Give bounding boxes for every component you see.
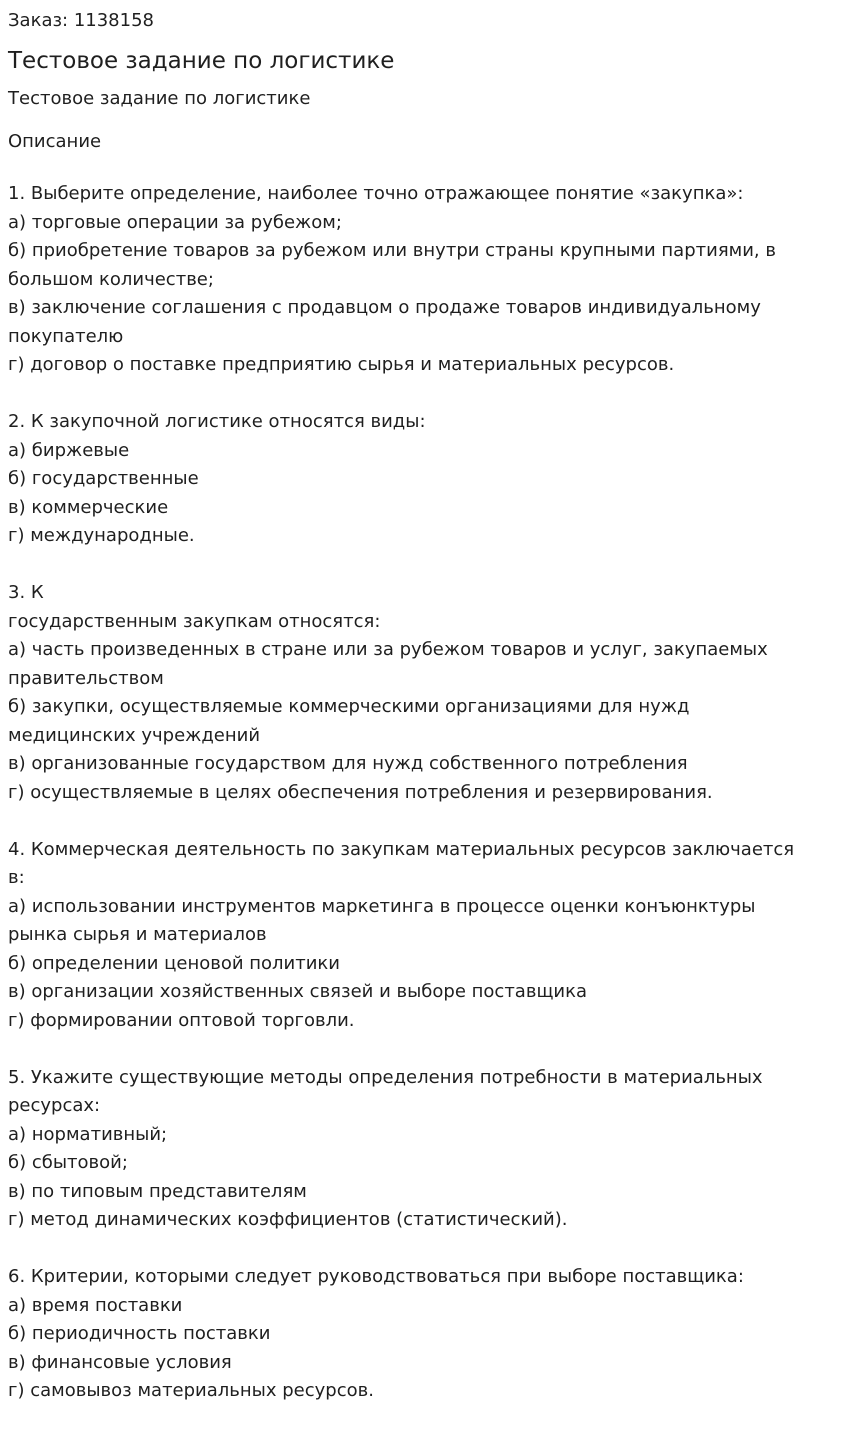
question-line: в) коммерческие: [8, 496, 169, 518]
question-text: 4. Коммерческая деятельность по закупкам материальных ресурсов заключается: [8, 838, 795, 860]
question-line: б) государственные: [8, 468, 199, 489]
question-spacer: [8, 1235, 839, 1264]
question-line: б) закупки, осуществляемые коммерческими организациями для нужд: [8, 696, 690, 717]
question-line: большом количестве;: [8, 268, 214, 290]
question-text: 3. К: [8, 582, 44, 603]
question-text: 6. Критерии, которыми следует руководствоваться при выборе поставщика:: [8, 1266, 744, 1287]
question-block: [8, 408, 839, 551]
page-subtitle: Тестовое задание по логистике: [8, 88, 311, 109]
question-spacer: [8, 807, 839, 836]
question-spacer: [8, 1035, 839, 1064]
question-line: г) самовывоз материальных ресурсов.: [8, 1380, 374, 1401]
question-line: г) осуществляемые в целях обеспечения потребления и резервирования.: [8, 781, 713, 803]
question-line: г) международные.: [8, 525, 195, 546]
question-line: а) нормативный;: [8, 1123, 168, 1145]
question-block: [8, 836, 839, 1036]
question-line: б) сбытовой;: [8, 1152, 128, 1173]
question-line: а) торговые операции за рубежом;: [8, 211, 342, 233]
question-spacer: [8, 380, 839, 409]
question-line: рынка сырья и материалов: [8, 924, 267, 945]
page-title: Тестовое задание по логистике: [8, 48, 395, 74]
question-line: в) заключение соглашения с продавцом о продаже товаров индивидуальному: [8, 297, 761, 318]
question-text: 2. К закупочной логистике относятся виды:: [8, 411, 426, 432]
question-line: а) часть произведенных в стране или за рубежом товаров и услуг, закупаемых: [8, 639, 768, 660]
question-text: 5. Укажите существующие методы определения потребности в материальных: [8, 1066, 763, 1088]
question-line: правительством: [8, 667, 164, 689]
question-line: покупателю: [8, 325, 124, 347]
question-line: б) периодичность поставки: [8, 1323, 271, 1344]
question-line: б) определении ценовой политики: [8, 952, 340, 974]
question-line: г) метод динамических коэффициентов (статистический).: [8, 1209, 568, 1230]
question-block: [8, 180, 839, 380]
question-line: г) договор о поставке предприятию сырья и материальных ресурсов.: [8, 354, 675, 375]
question-block: [8, 579, 839, 807]
question-block: [8, 1064, 839, 1235]
question-line: в) финансовые условия: [8, 1351, 232, 1373]
question-text: 1. Выберите определение, наиболее точно отражающее понятие «закупка»:: [8, 183, 744, 204]
order-number: Заказ: 1138158: [8, 10, 154, 31]
question-line: б) приобретение товаров за рубежом или внутри страны крупными партиями, в: [8, 240, 776, 261]
question-line: государственным закупкам относятся:: [8, 610, 381, 632]
question-block: [8, 1263, 839, 1406]
question-line: в) организованные государством для нужд собственного потребления: [8, 753, 688, 774]
question-line: г) формировании оптовой торговли.: [8, 1009, 355, 1031]
questions-list: [8, 180, 839, 1406]
question-line: а) использовании инструментов маркетинга в процессе оценки конъюнктуры: [8, 895, 756, 917]
question-line: в) по типовым представителям: [8, 1180, 307, 1202]
question-line: медицинских учреждений: [8, 724, 261, 746]
question-line: в) организации хозяйственных связей и выборе поставщика: [8, 981, 587, 1002]
question-line: в:: [8, 867, 25, 888]
description-label: Описание: [8, 131, 102, 152]
question-spacer: [8, 551, 839, 580]
question-line: а) время поставки: [8, 1294, 183, 1316]
question-line: а) биржевые: [8, 439, 130, 461]
question-line: ресурсах:: [8, 1095, 101, 1116]
